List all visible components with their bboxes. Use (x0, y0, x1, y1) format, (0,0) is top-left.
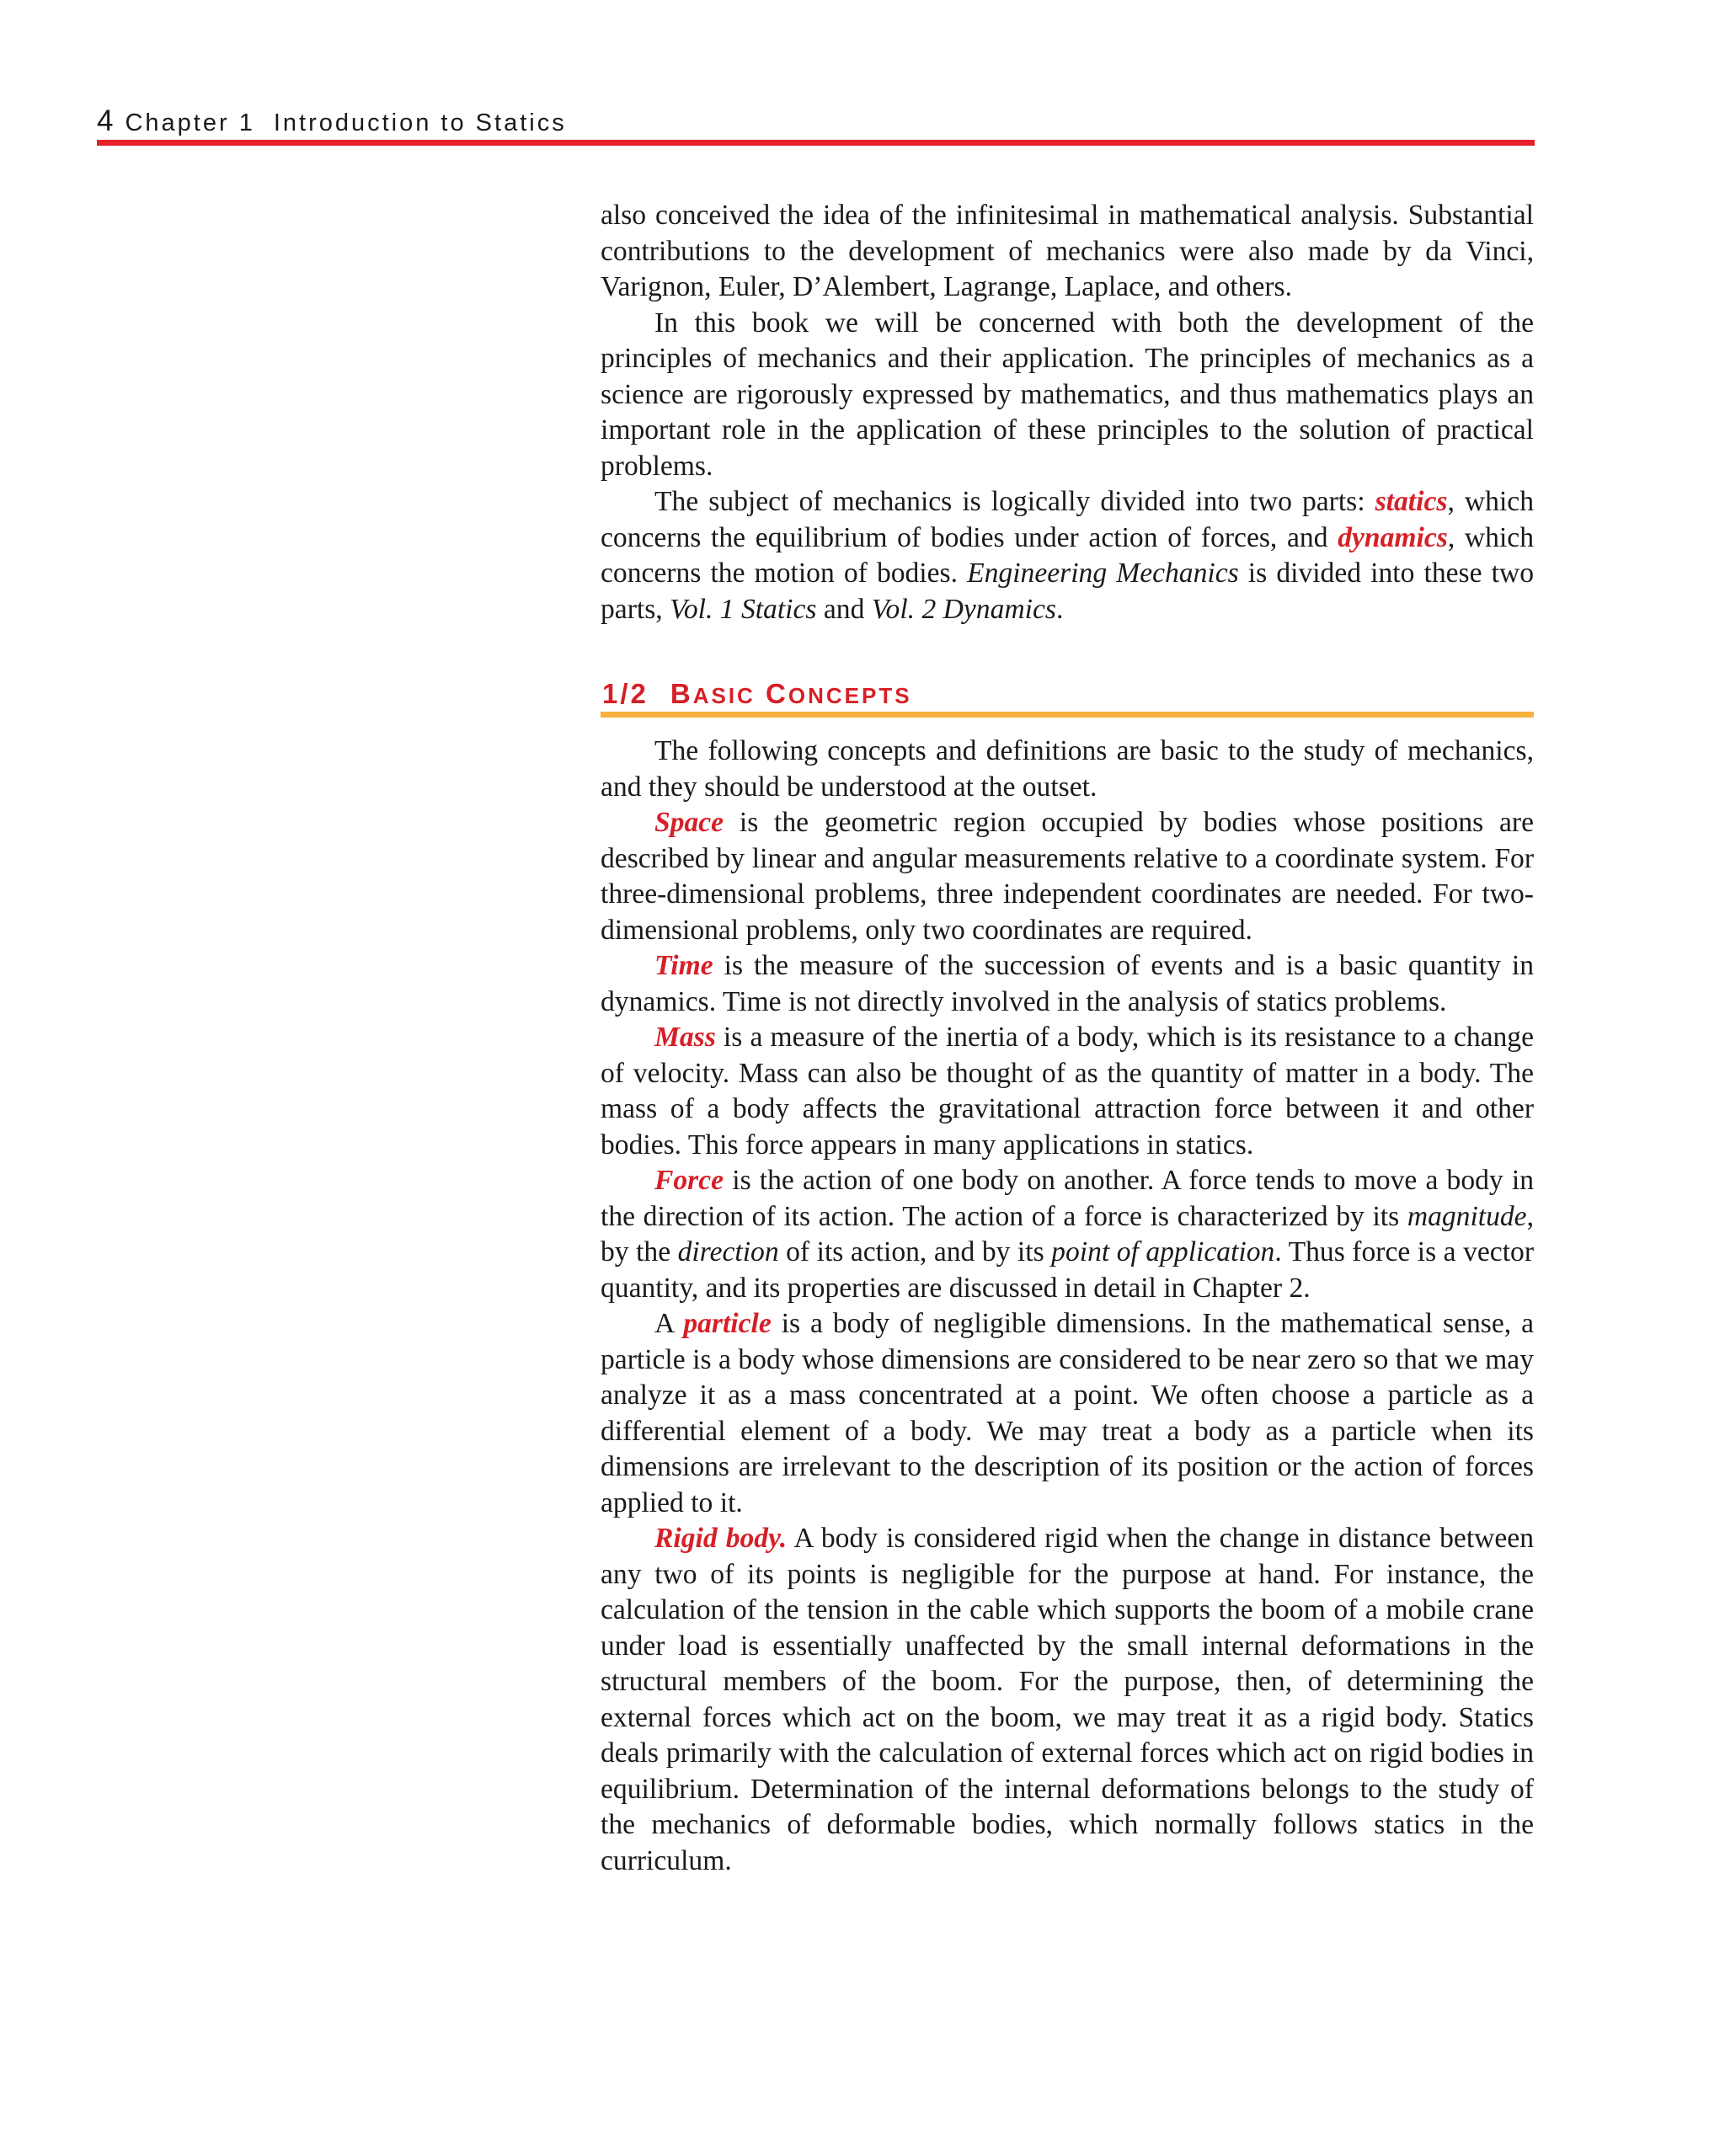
section-title (670, 678, 912, 709)
definition-text: is a measure of the inertia of a body, which is its resistance to a change of velocity. Mass can also be thought of as the quantity of matter in a body. The mass of a body affects the gravitational attraction force between it and other bodies. This force appears in many applications in statics. (601, 1022, 1534, 1161)
definition-text: of its action, and by its (778, 1236, 1052, 1267)
text-span: The subject of mechanics is logically divided into two parts: (654, 486, 1375, 517)
term-time: Time (654, 950, 713, 981)
definition-text: A body is considered rigid when the change in distance between any two of its points is negligible for the purpose at hand. For instance, the calculation of the tension in the cable which supports the boom of a mobile crane under load is essentially unaffected by the small internal deformations in the structural members of the boom. For the purpose, then, of determining the external forces which act on the boom, we may treat it as a rigid body. Statics deals primarily with the calculation of external forces which act on rigid bodies in equilibrium. Determination of the internal deformations belongs to the study of the mechanics of deformable bodies, which normally follows statics in the curriculum. (601, 1523, 1534, 1876)
definition-text: , by the (601, 1200, 1534, 1267)
text-span: and (816, 593, 872, 625)
chapter-label: Chapter 1 (125, 109, 255, 136)
intro-paragraph-2: In this book we will be concerned with both the development of the principles of mechanics and their application. The principles of mechanics as a science are rigorously expressed by mathematics, and thus mathematics plays an important role in the application of these principles to the solution of practical problems. (601, 307, 1534, 482)
header-rule (97, 140, 1535, 146)
term-rigid-body: Rigid body. (654, 1523, 788, 1554)
concepts-intro: The following concepts and definitions are basic to the study of mechanics, and they should be understood at the outset. (601, 735, 1534, 803)
text-span: . (1055, 593, 1064, 625)
title-cap: B (670, 678, 693, 709)
keyword-dynamics: dynamics (1338, 521, 1448, 553)
section-number: 1/2 (602, 678, 649, 709)
page-number: 4 (97, 104, 114, 137)
concept-particle (601, 1306, 1534, 1521)
definition-text: is the geometric region occupied by bodies whose positions are described by linear and angular measurements relative to a coordinate system. For three-dimensional problems, three independent coordinates are needed. For two-dimensional problems, only two coordinates are required. (601, 807, 1534, 946)
definition-text: . Thus force is a vector quantity, and its properties are discussed in detail in Chapter 2. (601, 1236, 1535, 1304)
text-span: is divided into these two parts, (601, 558, 1534, 625)
text-span: , which concerns the motion of bodies. (601, 521, 1534, 589)
title-smallcaps: ONCEPTS (788, 683, 912, 708)
text-span: , which concerns the equilibrium of bodies under action of forces, and (601, 486, 1534, 553)
definition-text: A (654, 1308, 684, 1339)
running-head (97, 104, 567, 138)
section-rule (601, 712, 1534, 718)
intro-text (601, 198, 1534, 627)
term-force: Force (654, 1165, 724, 1196)
concept-mass (601, 1020, 1534, 1163)
concept-force (601, 1163, 1534, 1306)
term-mass: Mass (654, 1022, 716, 1053)
emphasis-direction: direction (677, 1236, 779, 1267)
intro-paragraph-3 (601, 484, 1534, 627)
term-space: Space (654, 807, 724, 838)
volume-1-title: Vol. 1 Statics (670, 593, 817, 625)
concept-space (601, 805, 1534, 948)
emphasis-point-of-application: point of application (1051, 1236, 1275, 1267)
term-particle: particle (683, 1308, 772, 1339)
definition-text: is the measure of the succession of events and is a basic quantity in dynamics. Time is not directly involved in the analysis of statics problems. (601, 950, 1534, 1017)
definition-text: is a body of negligible dimensions. In the mathematical sense, a particle is a body whose dimensions are considered to be near zero so that we may analyze it as a mass concentrated at a point. We often choose a particle as a differential element of a body. We may treat a body as a particle when its dimensions are irrelevant to the description of its position or the action of forces applied to it. (601, 1308, 1534, 1518)
concept-rigid-body (601, 1521, 1534, 1879)
definition-text: is the action of one body on another. A force tends to move a body in the direction of its action. The action of a force is characterized by its (601, 1165, 1534, 1232)
section-heading (602, 678, 912, 710)
intro-paragraph-1: also conceived the idea of the infinitesimal in mathematical analysis. Substantial contributions to the development of mechanics were also made by da Vinci, Varignon, Euler, D’Alembert, Lagrange, Laplace, and others. (601, 200, 1534, 302)
keyword-statics: statics (1375, 486, 1448, 517)
title-smallcaps: ASIC (692, 683, 756, 708)
title-cap: C (766, 678, 788, 709)
book-title: Engineering Mechanics (967, 558, 1239, 589)
concept-time (601, 948, 1534, 1020)
emphasis-magnitude: magnitude (1407, 1200, 1527, 1232)
concepts-text (601, 734, 1534, 1879)
chapter-title: Introduction to Statics (273, 109, 567, 136)
volume-2-title: Vol. 2 Dynamics (871, 593, 1056, 625)
